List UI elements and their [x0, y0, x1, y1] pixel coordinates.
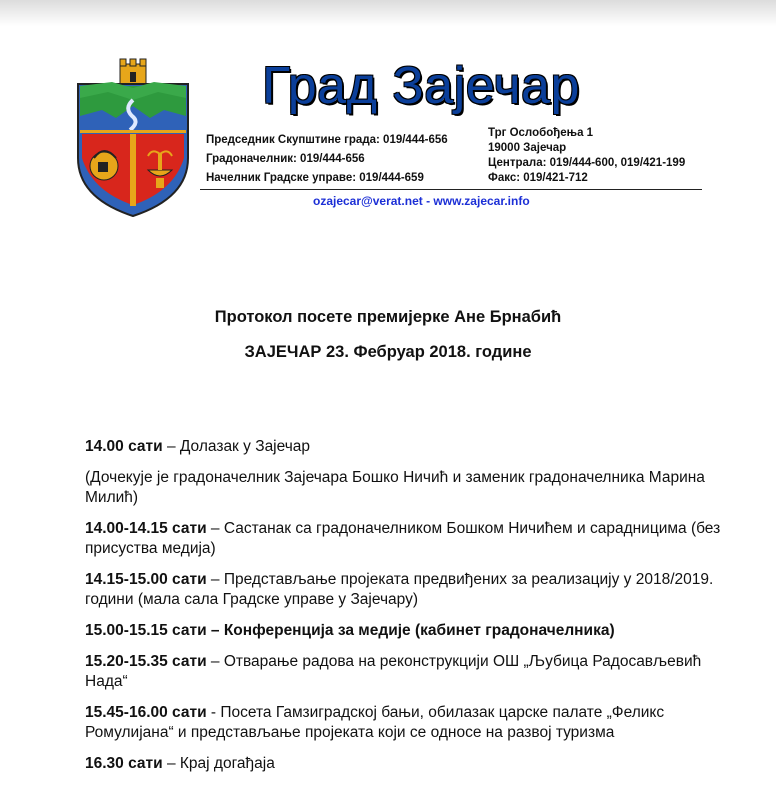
- agenda-text: – Долазак у Зајечар: [162, 438, 311, 455]
- address-city: 19000 Зајечар: [488, 142, 567, 154]
- contacts-right: [488, 126, 685, 186]
- agenda-item: [85, 519, 725, 559]
- agenda-text: – Представљање пројеката предвиђених за реализацију у 2018/2019. години (мала сала Градске управе у Зајечару): [85, 571, 714, 608]
- contact-mayor: Градоначелник: 019/444-656: [206, 153, 365, 165]
- agenda-item: [85, 652, 725, 692]
- agenda-item: [85, 754, 725, 774]
- phone-central: Централа: 019/444-600, 019/421-199: [488, 157, 686, 169]
- address-street: Трг Ослобођења 1: [488, 127, 594, 139]
- agenda-time: 14.15-15.00 сати: [85, 571, 207, 588]
- agenda-time: 14.00-14.15 сати: [85, 520, 207, 537]
- header-divider: [200, 189, 702, 190]
- city-title: Град Зајечар: [262, 57, 580, 115]
- contact-assembly-president: Председник Скупштине града: 019/444-656: [206, 134, 448, 146]
- agenda-text: - Посета Гамзиградској бањи, обилазак царске палате „Феликс Ромулијана“ и представљање пројеката који се односе на развој туризма: [85, 704, 665, 741]
- agenda-item: [85, 437, 725, 457]
- agenda-text: – Конференција за медије (кабинет градоначелника): [206, 622, 615, 639]
- agenda-time: 15.45-16.00 сати: [85, 704, 207, 721]
- agenda-time: 15.00-15.15 сати: [85, 622, 207, 639]
- agenda-item: [85, 621, 725, 641]
- agenda-time: 15.20-15.35 сати: [85, 653, 207, 670]
- agenda-text: – Састанак са градоначелником Бошком Ничићем и сарадницима (без присуства медија): [85, 520, 721, 557]
- document-title: Протокол посете премијерке Ане Брнабић: [214, 308, 562, 326]
- contacts-left: [206, 131, 448, 188]
- agenda-item: [85, 703, 725, 743]
- agenda-time: 14.00 сати: [85, 438, 163, 455]
- phone-fax: Факс: 019/421-712: [488, 172, 588, 184]
- agenda-item: [85, 468, 725, 508]
- top-shadow: [0, 0, 776, 26]
- agenda-text: (Дочекује је градоначелник Зајечара Бошко Ничић и заменик градоначелника Марина Милић): [85, 469, 705, 506]
- agenda-item: [85, 570, 725, 610]
- agenda-text: – Отварање радова на реконструкцији ОШ „Љубица Радосављевић Нада“: [85, 653, 702, 690]
- contact-administration-head: Начелник Градске управе: 019/444-659: [206, 172, 424, 184]
- agenda-time: 16.30 сати: [85, 755, 163, 772]
- email-website-link[interactable]: ozajecar@verat.net - www.zajecar.info: [313, 194, 530, 208]
- agenda-text: – Крај догађаја: [162, 755, 275, 772]
- agenda-list: [85, 437, 725, 785]
- document-date: ЗАЈЕЧАР 23. Фебруар 2018. године: [244, 343, 532, 361]
- coat-of-arms-icon: [72, 58, 194, 218]
